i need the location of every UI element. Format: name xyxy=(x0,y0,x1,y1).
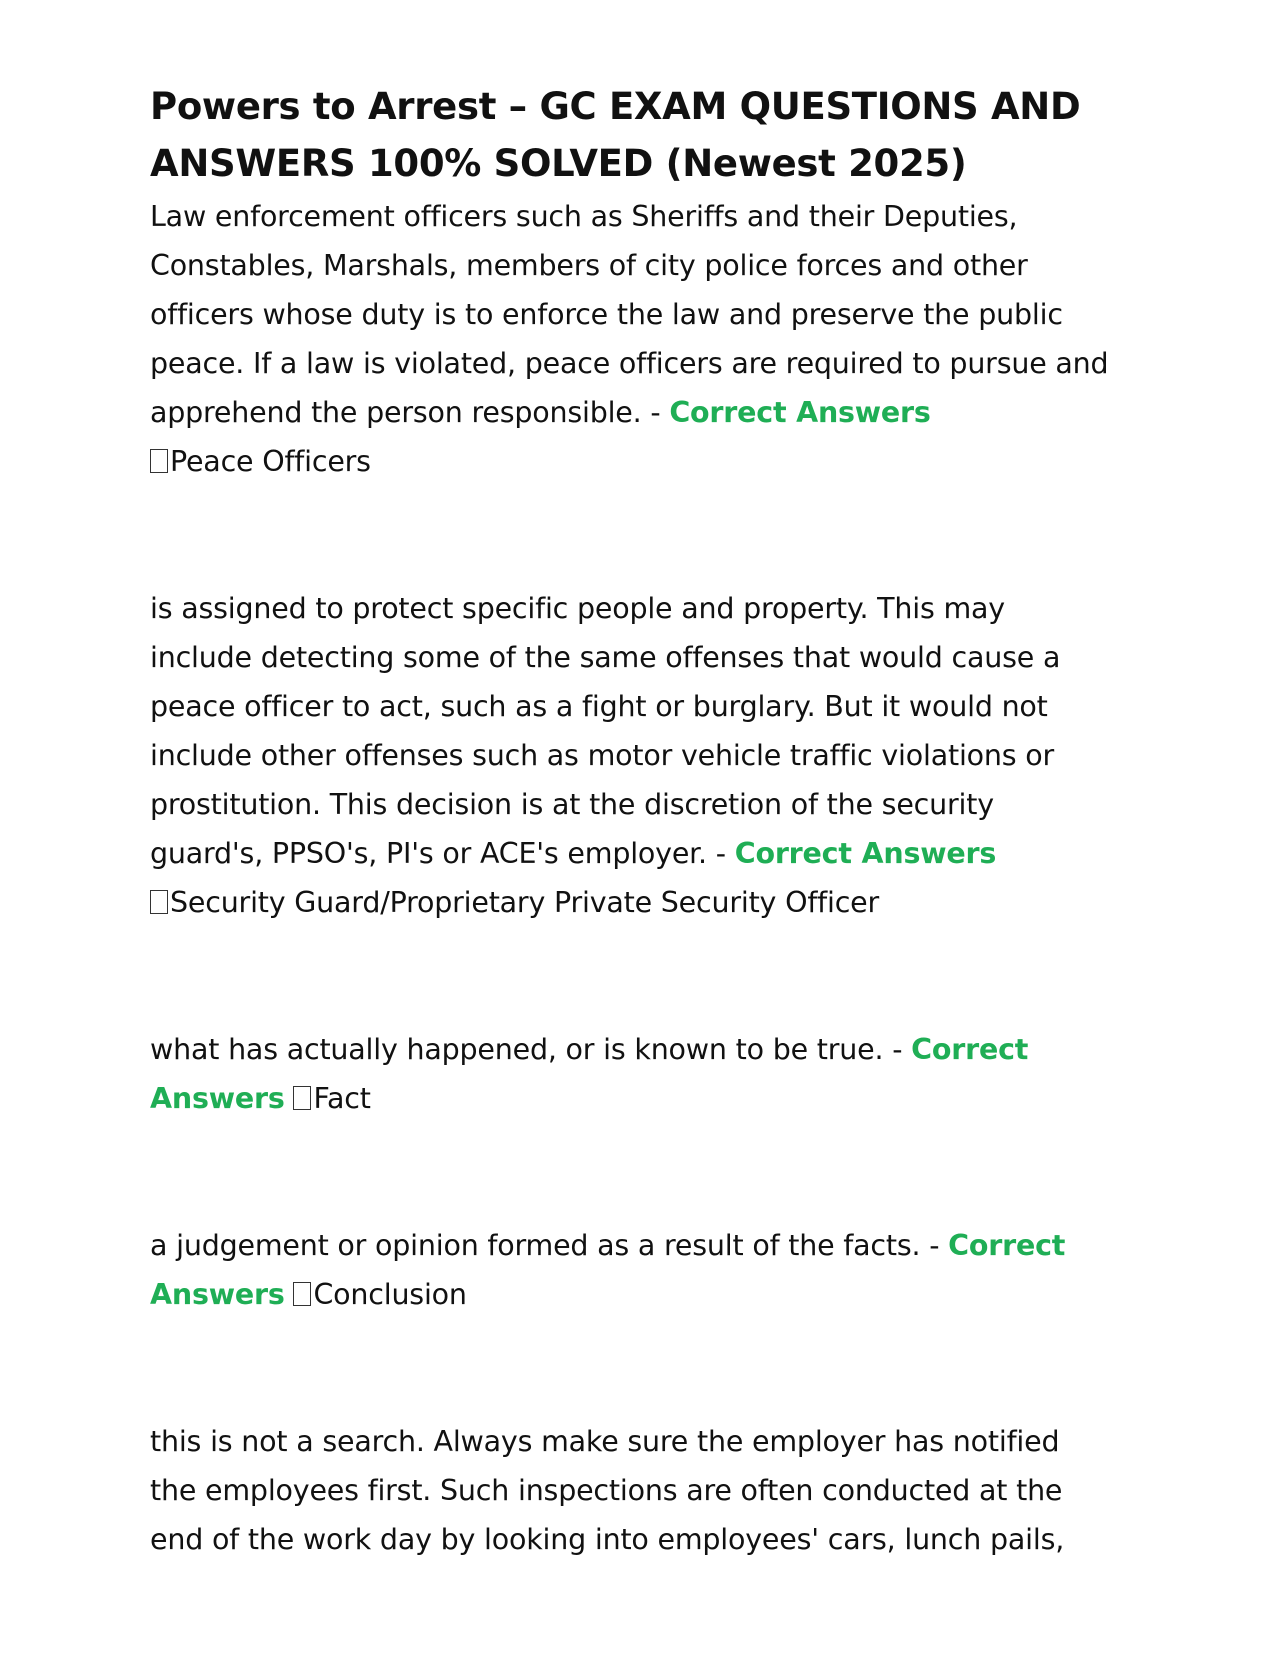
separator: - xyxy=(641,396,670,429)
answer-text: Peace Officers xyxy=(170,445,371,478)
question-text: is assigned to protect specific people and property. This may include detecting some of the same offenses that would cause a peace officer to act, such as a fight or burglary. But it would not include other offenses such as motor vehicle traffic violations or prostitution. This decision is at the discretion of the security guard's, PPSO's, PI's or ACE's employer. xyxy=(150,592,1061,870)
correct-answers-label: Correct Answers xyxy=(150,1033,1029,1115)
missing-glyph-icon xyxy=(293,1282,311,1306)
separator: - xyxy=(706,837,735,870)
separator: - xyxy=(920,1229,949,1262)
document-page xyxy=(150,78,1110,1564)
qa-item xyxy=(150,584,1110,927)
correct-answers-label: Correct Answers xyxy=(669,396,931,429)
document-title: Powers to Arrest – GC EXAM QUESTIONS AND ANSWERS 100% SOLVED (Newest 2025) xyxy=(150,85,1081,185)
correct-answers-label: Correct Answers xyxy=(734,837,997,870)
answer-text: Fact xyxy=(313,1082,371,1115)
question-text: a judgement or opinion formed as a result of the facts. xyxy=(150,1229,921,1262)
qa-item xyxy=(150,1221,1110,1319)
qa-item xyxy=(150,192,1110,486)
missing-glyph-icon xyxy=(293,1086,311,1110)
question-text: what has actually happened, or is known to be true. xyxy=(150,1033,884,1066)
question-text: this is not a search. Always make sure the employer has notified the employees first. Such inspections are often conducted at the end of the work day by looking into employees' cars, lunch pails, xyxy=(150,1425,1065,1556)
qa-item xyxy=(150,1417,1110,1564)
answer-text: Security Guard/Proprietary Private Security Officer xyxy=(170,886,880,919)
separator: - xyxy=(883,1033,912,1066)
missing-glyph-icon xyxy=(150,890,168,914)
answer-text: Conclusion xyxy=(313,1278,467,1311)
missing-glyph-icon xyxy=(150,449,168,473)
qa-item xyxy=(150,1025,1110,1123)
correct-answers-label: Correct Answers xyxy=(150,1229,1066,1311)
question-text: Law enforcement officers such as Sheriffs and their Deputies, Constables, Marshals, members of city police forces and other officers whose duty is to enforce the law and preserve the public peace. If a law is violated, peace officers are required to pursue and apprehend the person responsible. xyxy=(150,200,1109,429)
